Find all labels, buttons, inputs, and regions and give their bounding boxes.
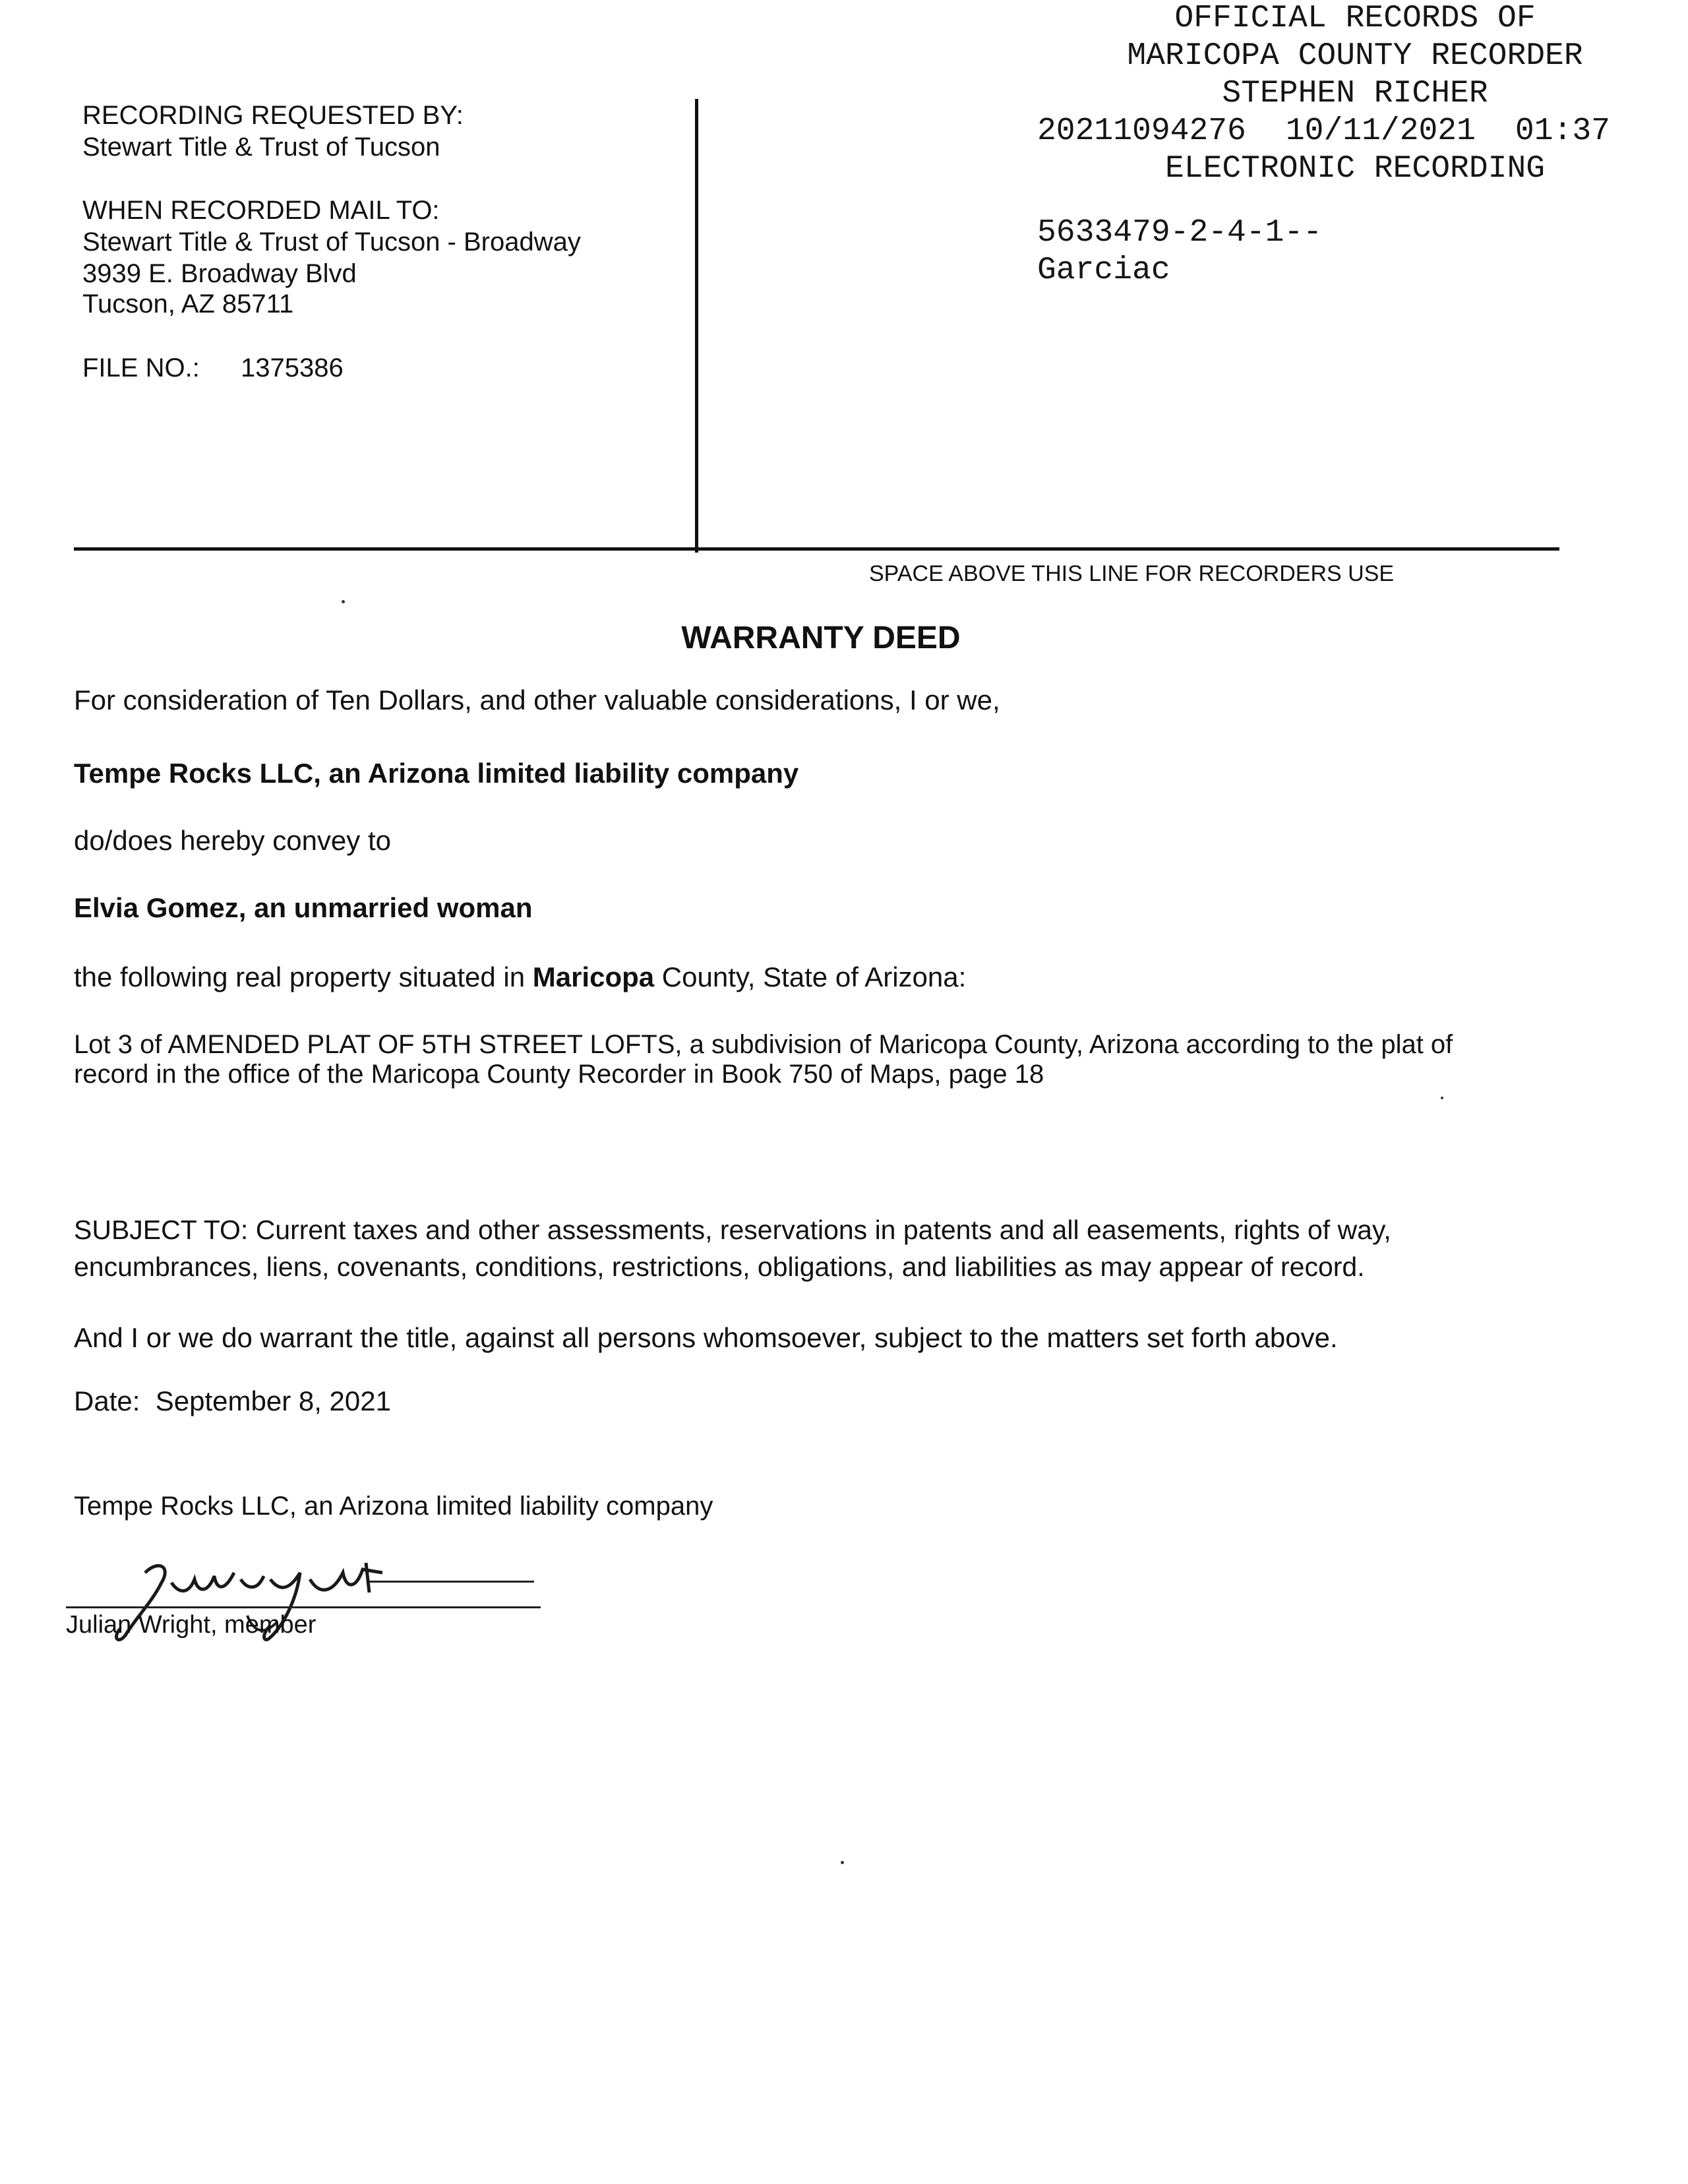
- recorder-space-rule: [74, 547, 1559, 551]
- warranty-clause: And I or we do warrant the title, against all persons whomsoever, subject to the matters set forth above.: [74, 1322, 1338, 1353]
- scan-speck: [342, 600, 345, 603]
- grantor-name: Tempe Rocks LLC, an Arizona limited liability company: [74, 758, 799, 789]
- scan-speck: [1441, 1097, 1443, 1099]
- property-state: County, State of Arizona:: [661, 961, 967, 992]
- deed-date: [74, 1385, 391, 1418]
- recording-requested-name: Stewart Title & Trust of Tucson: [82, 133, 440, 162]
- deed-date-value: September 8, 2021: [155, 1385, 391, 1416]
- file-number-label: FILE NO.:: [82, 353, 200, 382]
- stamp-clerk: Garciac: [1037, 253, 1170, 288]
- record-number: 20211094276: [1037, 113, 1246, 149]
- file-number-value: 1375386: [241, 353, 344, 382]
- recorder-stamp: [1032, 0, 1678, 289]
- mail-to-street: 3939 E. Broadway Blvd: [82, 259, 357, 288]
- scan-speck: [841, 1861, 844, 1864]
- signatory-entity: Tempe Rocks LLC, an Arizona limited liability company: [74, 1492, 713, 1521]
- mail-to-label: WHEN RECORDED MAIL TO:: [82, 196, 440, 225]
- stamp-line-county-recorder: MARICOPA COUNTY RECORDER: [1127, 38, 1583, 74]
- record-date: 10/11/2021: [1285, 113, 1476, 149]
- convey-text: do/does hereby convey to: [74, 825, 391, 856]
- consideration-text: For consideration of Ten Dollars, and other valuable considerations, I or we,: [74, 684, 1000, 715]
- mail-to-city: Tucson, AZ 85711: [82, 289, 294, 318]
- legal-description-line-1: Lot 3 of AMENDED PLAT OF 5TH STREET LOFTS, a subdivision of Maricopa County, Arizona according to the plat of: [74, 1030, 1453, 1059]
- grantee-name: Elvia Gomez, an unmarried woman: [74, 892, 533, 923]
- signature-flourish-line: [369, 1581, 534, 1583]
- stamp-line-official-records: OFFICIAL RECORDS OF: [1174, 1, 1536, 36]
- stamp-line-electronic-recording: ELECTRONIC RECORDING: [1164, 151, 1546, 187]
- subject-to-line-2: encumbrances, liens, covenants, conditions, restrictions, obligations, and liabilities as may appear of record.: [74, 1252, 1365, 1282]
- legal-description-line-2: record in the office of the Maricopa County Recorder in Book 750 of Maps, page 18: [74, 1060, 1044, 1089]
- property-county: Maricopa: [532, 961, 655, 992]
- stamp-batch-code: 5633479-2-4-1--: [1037, 215, 1323, 251]
- property-intro: the following real property situated in: [74, 961, 526, 992]
- record-time: 01:37: [1515, 113, 1610, 149]
- signer-name: Julian Wright, member: [66, 1611, 316, 1639]
- deed-title: WARRANTY DEED: [681, 621, 961, 655]
- deed-date-label: Date:: [74, 1385, 140, 1416]
- stamp-line-recorder-name: STEPHEN RICHER: [1222, 76, 1488, 111]
- header-vertical-divider: [695, 99, 698, 553]
- signature-line: [66, 1606, 541, 1608]
- stamp-line-record-info: [1032, 113, 1678, 150]
- recorder-space-note: SPACE ABOVE THIS LINE FOR RECORDERS USE: [869, 561, 1395, 586]
- mail-to-name: Stewart Title & Trust of Tucson - Broadway: [82, 228, 581, 257]
- recording-requested-label: RECORDING REQUESTED BY:: [82, 101, 464, 130]
- subject-to-line-1: SUBJECT TO: Current taxes and other assessments, reservations in patents and all easements, rights of way,: [74, 1215, 1391, 1245]
- property-location: [74, 961, 966, 994]
